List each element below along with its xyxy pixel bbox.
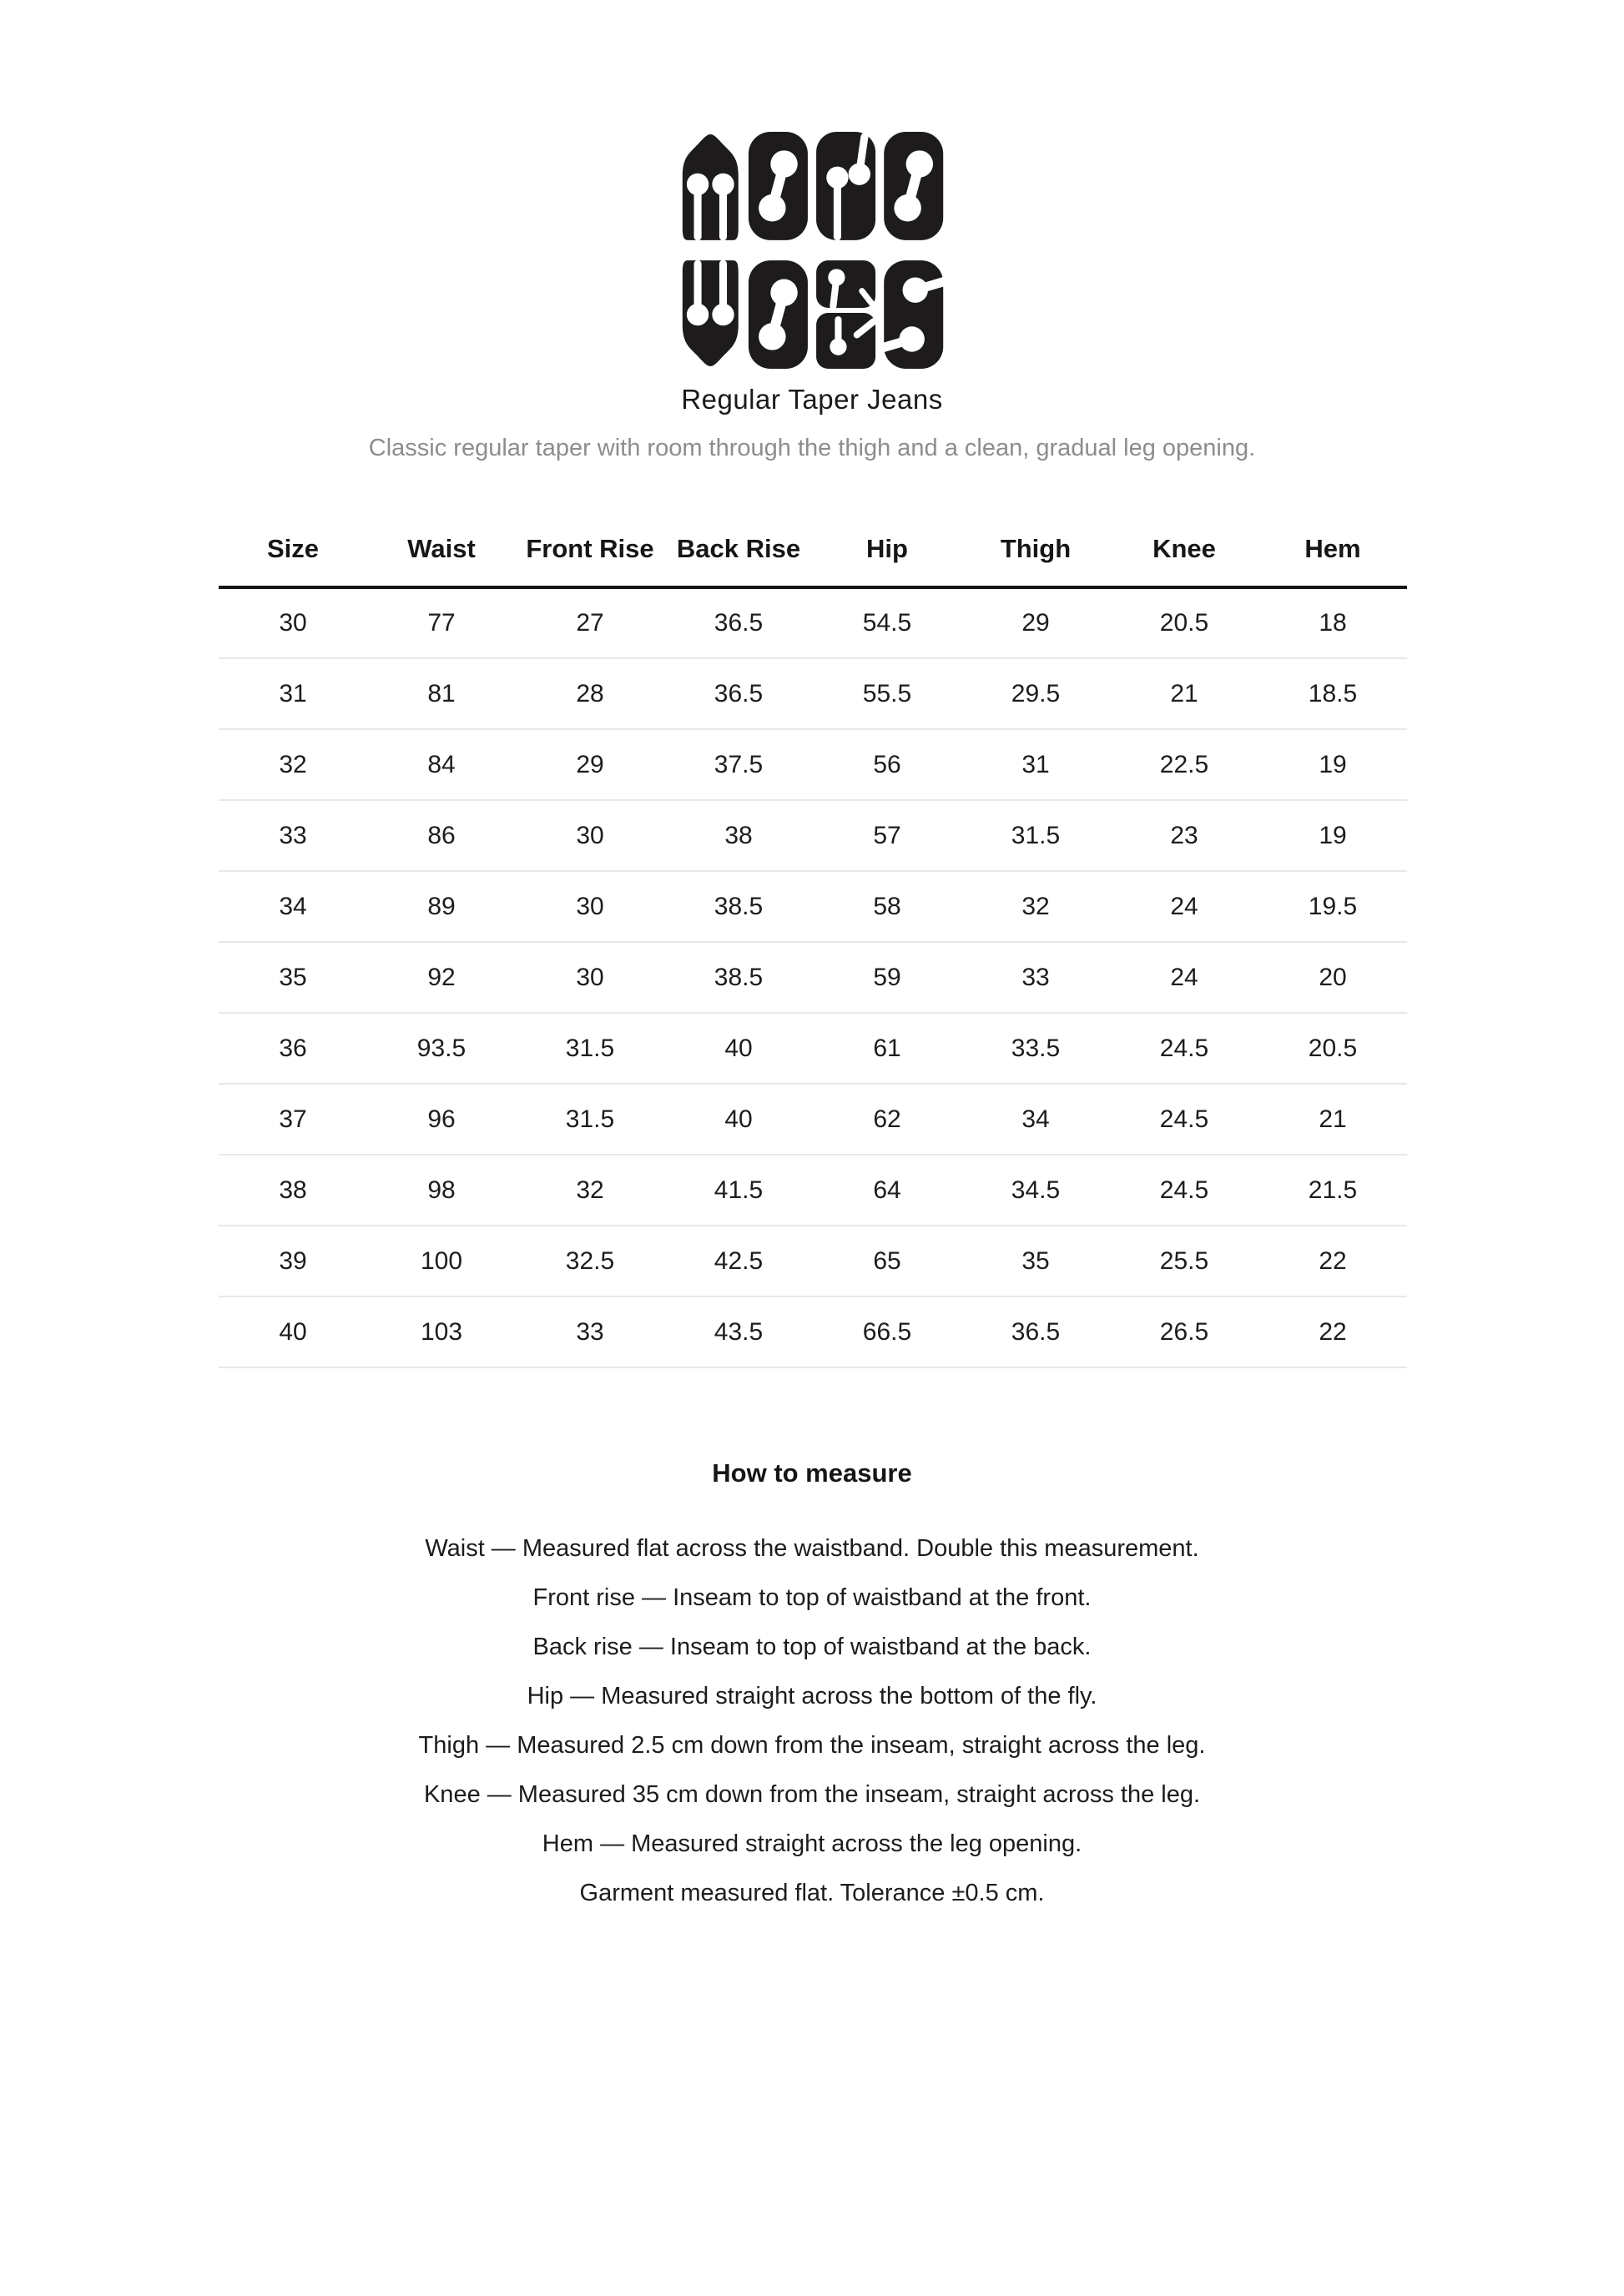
measure-instruction: Hip — Measured straight across the bottom of the fly.	[527, 1683, 1097, 1709]
logo-letter-w	[683, 260, 739, 366]
column-header-size: Size	[219, 534, 367, 587]
table-cell: 89	[367, 871, 516, 942]
table-cell: 35	[219, 942, 367, 1013]
table-cell: 35	[961, 1226, 1110, 1297]
table-cell: 36	[219, 1013, 367, 1084]
table-cell: 81	[367, 658, 516, 729]
measure-instruction: Garment measured flat. Tolerance ±0.5 cm.	[579, 1880, 1045, 1906]
measure-instruction: Hem — Measured straight across the leg opening.	[542, 1830, 1082, 1857]
how-to-measure-heading: How to measure	[712, 1458, 912, 1488]
table-header-row	[219, 534, 1407, 587]
table-cell: 100	[367, 1226, 516, 1297]
table-cell: 59	[813, 942, 961, 1013]
table-cell: 55.5	[813, 658, 961, 729]
table-cell: 103	[367, 1297, 516, 1367]
table-cell: 29	[961, 587, 1110, 658]
table-cell: 30	[219, 587, 367, 658]
logo-letter-o1	[749, 132, 808, 240]
product-title: Regular Taper Jeans	[681, 384, 943, 415]
logo-letters-rk	[816, 260, 875, 369]
table-cell: 20	[1258, 942, 1407, 1013]
table-cell: 56	[813, 729, 961, 800]
table-cell: 37.5	[664, 729, 813, 800]
measure-instruction: Back rise — Inseam to top of waistband at the back.	[532, 1634, 1092, 1660]
table-cell: 34	[219, 871, 367, 942]
table-cell: 19	[1258, 729, 1407, 800]
table-cell: 38	[664, 800, 813, 871]
table-row	[219, 942, 1407, 1013]
table-cell: 36.5	[664, 658, 813, 729]
table-cell: 32.5	[516, 1226, 664, 1297]
table-cell: 22	[1258, 1226, 1407, 1297]
table-cell: 18.5	[1258, 658, 1407, 729]
table-cell: 65	[813, 1226, 961, 1297]
table-cell: 30	[516, 800, 664, 871]
table-cell: 20.5	[1258, 1013, 1407, 1084]
table-cell: 86	[367, 800, 516, 871]
table-cell: 21	[1110, 658, 1258, 729]
brand-logo	[679, 132, 945, 369]
table-cell: 36.5	[961, 1297, 1110, 1367]
column-header-hem: Hem	[1258, 534, 1407, 587]
table-row	[219, 729, 1407, 800]
table-cell: 18	[1258, 587, 1407, 658]
table-cell: 24.5	[1110, 1084, 1258, 1155]
table-cell: 38.5	[664, 942, 813, 1013]
table-cell: 40	[219, 1297, 367, 1367]
table-cell: 29	[516, 729, 664, 800]
column-header-back-rise: Back Rise	[664, 534, 813, 587]
table-cell: 20.5	[1110, 587, 1258, 658]
table-cell: 33.5	[961, 1013, 1110, 1084]
table-row	[219, 658, 1407, 729]
table-cell: 25.5	[1110, 1226, 1258, 1297]
table-row	[219, 587, 1407, 658]
table-cell: 38.5	[664, 871, 813, 942]
table-cell: 32	[516, 1155, 664, 1226]
table-cell: 62	[813, 1084, 961, 1155]
measure-instruction: Thigh — Measured 2.5 cm down from the inseam, straight across the leg.	[418, 1732, 1206, 1759]
logo-letter-o3	[749, 260, 808, 369]
table-cell: 30	[516, 871, 664, 942]
measure-instruction: Knee — Measured 35 cm down from the inseam, straight across the leg.	[423, 1781, 1201, 1808]
table-cell: 77	[367, 587, 516, 658]
table-cell: 33	[516, 1297, 664, 1367]
table-cell: 98	[367, 1155, 516, 1226]
logo-letter-o2	[884, 132, 943, 240]
table-cell: 39	[219, 1226, 367, 1297]
product-subtitle: Classic regular taper with room through the thigh and a clean, gradual leg opening.	[368, 435, 1256, 461]
logo-letter-m	[683, 134, 739, 240]
table-cell: 61	[813, 1013, 961, 1084]
table-cell: 92	[367, 942, 516, 1013]
table-cell: 32	[219, 729, 367, 800]
table-cell: 36.5	[664, 587, 813, 658]
size-table	[219, 534, 1407, 1368]
table-row	[219, 800, 1407, 871]
column-header-waist: Waist	[367, 534, 516, 587]
table-cell: 31	[219, 658, 367, 729]
table-cell: 84	[367, 729, 516, 800]
table-cell: 21.5	[1258, 1155, 1407, 1226]
table-cell: 43.5	[664, 1297, 813, 1367]
table-cell: 32	[961, 871, 1110, 942]
table-body	[219, 587, 1407, 1367]
table-cell: 19	[1258, 800, 1407, 871]
table-cell: 64	[813, 1155, 961, 1226]
how-to-measure-lines	[0, 1524, 1624, 1918]
table-cell: 37	[219, 1084, 367, 1155]
table-cell: 33	[219, 800, 367, 871]
measure-instruction: Waist — Measured flat across the waistband. Double this measurement.	[425, 1535, 1199, 1562]
table-cell: 28	[516, 658, 664, 729]
table-cell: 24	[1110, 942, 1258, 1013]
table-cell: 40	[664, 1084, 813, 1155]
table-cell: 42.5	[664, 1226, 813, 1297]
table-cell: 22.5	[1110, 729, 1258, 800]
table-row	[219, 1084, 1407, 1155]
how-to-measure-section	[0, 1458, 1624, 1918]
column-header-thigh: Thigh	[961, 534, 1110, 587]
table-cell: 24	[1110, 871, 1258, 942]
mono-works-logo-icon	[679, 132, 945, 369]
table-cell: 31	[961, 729, 1110, 800]
table-cell: 38	[219, 1155, 367, 1226]
table-cell: 31.5	[516, 1013, 664, 1084]
table-row	[219, 871, 1407, 942]
table-cell: 41.5	[664, 1155, 813, 1226]
table-cell: 58	[813, 871, 961, 942]
table-cell: 24.5	[1110, 1013, 1258, 1084]
table-row	[219, 1155, 1407, 1226]
table-cell: 31.5	[516, 1084, 664, 1155]
logo-letter-s	[883, 260, 944, 369]
table-cell: 26.5	[1110, 1297, 1258, 1367]
table-cell: 21	[1258, 1084, 1407, 1155]
table-cell: 33	[961, 942, 1110, 1013]
table-cell: 24.5	[1110, 1155, 1258, 1226]
table-cell: 66.5	[813, 1297, 961, 1367]
table-head	[219, 534, 1407, 587]
table-row	[219, 1297, 1407, 1367]
table-cell: 57	[813, 800, 961, 871]
measure-instruction: Front rise — Inseam to top of waistband at the front.	[532, 1584, 1092, 1611]
table-cell: 31.5	[961, 800, 1110, 871]
table-cell: 96	[367, 1084, 516, 1155]
table-row	[219, 1013, 1407, 1084]
table-cell: 30	[516, 942, 664, 1013]
table-cell: 40	[664, 1013, 813, 1084]
column-header-front-rise: Front Rise	[516, 534, 664, 587]
table-cell: 34	[961, 1084, 1110, 1155]
column-header-knee: Knee	[1110, 534, 1258, 587]
size-chart	[219, 534, 1407, 1368]
table-row	[219, 1226, 1407, 1297]
table-cell: 19.5	[1258, 871, 1407, 942]
logo-letter-n	[816, 132, 875, 240]
table-cell: 29.5	[961, 658, 1110, 729]
column-header-hip: Hip	[813, 534, 961, 587]
table-cell: 34.5	[961, 1155, 1110, 1226]
table-cell: 23	[1110, 800, 1258, 871]
table-cell: 93.5	[367, 1013, 516, 1084]
table-cell: 22	[1258, 1297, 1407, 1367]
table-cell: 54.5	[813, 587, 961, 658]
table-cell: 27	[516, 587, 664, 658]
